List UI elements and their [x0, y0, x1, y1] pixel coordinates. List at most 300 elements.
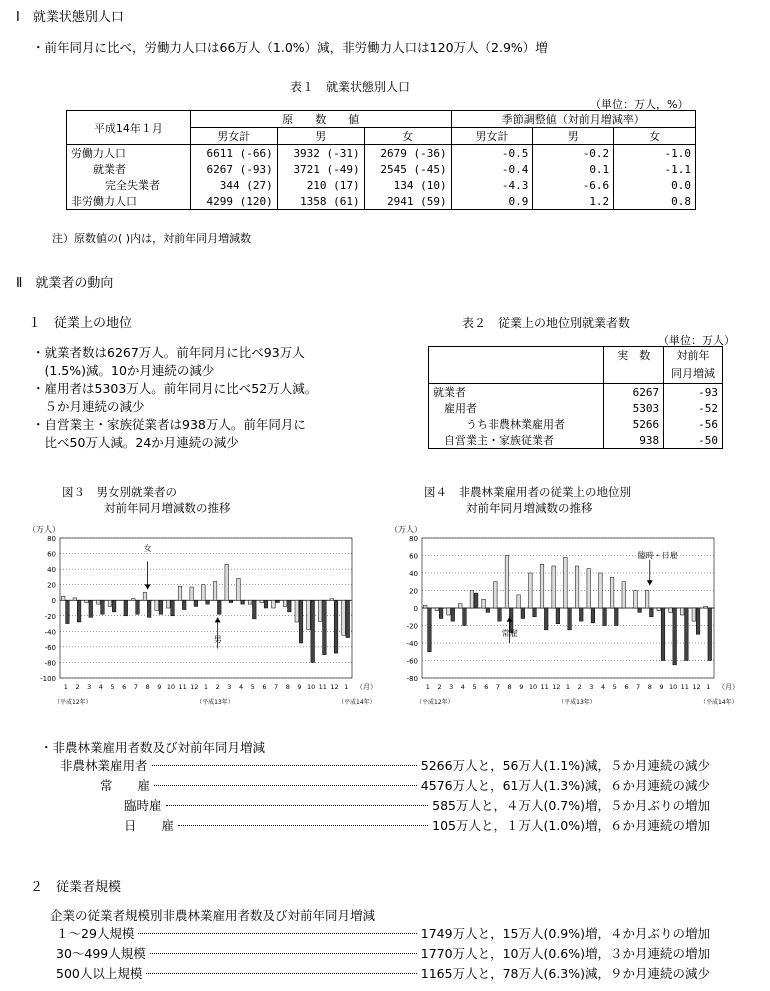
bar-s1 [85, 600, 89, 602]
bar-s1 [564, 557, 568, 608]
era-label: （平成14年） [700, 699, 738, 706]
x-tick-label: 10 [166, 683, 176, 691]
bar-s2 [591, 608, 595, 623]
x-tick-label: 8 [285, 683, 290, 691]
bullet-line: 比べ50万人減。24か月連続の減少 [32, 435, 239, 450]
table1-cell: 1358 (61) [277, 193, 364, 210]
leader-text: 1749万人と，15万人(0.9%)増，４か月ぶりの増加 [420, 926, 710, 941]
leader-row [56, 944, 710, 964]
x-tick-label: 5 [250, 683, 255, 691]
table1-cell: 2941 (59) [364, 193, 451, 210]
annotation-label: 常雇 [501, 629, 518, 638]
x-unit-label: （月） [718, 683, 739, 691]
bar-s1 [505, 556, 509, 609]
size-list [56, 924, 710, 984]
bar-s1 [622, 582, 626, 608]
leader-dots [178, 825, 428, 826]
bar-s2 [136, 600, 140, 614]
x-tick-label: 9 [297, 683, 302, 691]
y-unit-label: （万人） [390, 525, 422, 534]
bar-s1 [435, 608, 439, 611]
x-tick-label: 10 [306, 683, 316, 691]
bar-s1 [131, 599, 135, 601]
table1-col-header: 男 [277, 128, 364, 145]
y-unit-label: （万人） [28, 525, 60, 534]
bar-s2 [334, 600, 338, 653]
table1-cell: 6611 (-66) [190, 145, 277, 162]
x-tick-label: 7 [274, 683, 279, 691]
bar-s2 [147, 600, 151, 617]
x-tick-label: 3 [87, 683, 92, 691]
table1-note: 注）原数値の( )内は，対前年同月増減数 [52, 232, 252, 245]
table1 [66, 110, 696, 210]
summary-bullet: ・前年同月に比べ，労働力人口は66万人（1.0%）減，非労働力人口は120万人（2.9%）増 [32, 40, 548, 55]
leader-dots [146, 973, 416, 974]
table2-row-label: 雇用者 [429, 400, 604, 416]
y-tick-label: -80 [44, 659, 56, 668]
fig3-title-1: 図３ 男女別就業者の [62, 485, 177, 499]
bar-s2 [568, 608, 572, 630]
bar-s1 [599, 573, 603, 608]
y-tick-label: 40 [409, 570, 418, 578]
table1-cell: 344 (27) [190, 177, 277, 193]
bar-s2 [673, 608, 677, 665]
bar-s1 [202, 585, 206, 601]
subsection-status: １ 従業上の地位 [28, 316, 133, 331]
fig4-chart [384, 520, 744, 716]
table1-cell: -0.4 [451, 161, 533, 177]
table2-change: -52 [698, 401, 718, 415]
y-tick-label: 60 [47, 550, 56, 559]
leader-text: 4576万人と，61万人(1.3%)減，６か月連続の減少 [420, 778, 710, 793]
table1-cell: 4299 (120) [190, 193, 277, 210]
bar-s2 [124, 600, 128, 616]
x-tick-label: 3 [227, 683, 232, 691]
x-tick-label: 1 [63, 683, 68, 691]
x-tick-label: 1 [344, 683, 349, 691]
bar-s1 [482, 599, 486, 608]
leader-label: 常 雇 [100, 778, 151, 793]
bar-s2 [708, 608, 712, 661]
bar-s1 [272, 600, 276, 608]
bar-s1 [680, 608, 684, 615]
bar-s1 [575, 566, 579, 608]
bar-s2 [661, 608, 665, 661]
y-tick-label: -40 [44, 628, 56, 637]
bullet-line: ・雇用者は5303万人。前年同月に比べ52万人減。 [32, 381, 318, 396]
bar-s2 [323, 600, 327, 654]
bar-s1 [447, 608, 451, 615]
bar-s2 [451, 608, 455, 621]
leader-dots [154, 785, 417, 786]
bar-s1 [225, 564, 229, 600]
x-tick-label: 2 [577, 683, 582, 691]
x-tick-label: 12 [330, 683, 339, 691]
x-tick-label: 1 [203, 683, 209, 691]
bar-s2 [112, 600, 116, 612]
bar-s1 [73, 598, 77, 600]
employee-list [60, 756, 710, 836]
bar-s2 [544, 608, 548, 630]
annotation-label: 臨時・日雇 [637, 551, 678, 560]
table2-row-label: うち非農林業雇用者 [429, 416, 604, 432]
bar-s1 [190, 587, 194, 600]
y-tick-label: -20 [406, 622, 418, 631]
x-tick-label: 3 [589, 683, 594, 691]
bar-s2 [603, 608, 607, 626]
annotation-label: 女 [143, 544, 152, 553]
table1-cell: 0.8 [614, 193, 696, 210]
table1-cell: 2545 (-45) [364, 161, 451, 177]
bar-s1 [493, 582, 497, 608]
leader-label: 30～499人規模 [56, 946, 146, 961]
size-lead: 企業の従業者規模別非農林業雇用者数及び対前年同月増減 [50, 908, 376, 923]
table2-change: -93 [664, 384, 723, 401]
bar-s2 [299, 600, 303, 643]
table1-cell: 6267 (-93) [190, 161, 277, 177]
bar-s2 [264, 600, 268, 608]
x-tick-label: 5 [110, 683, 115, 691]
table1-col-header: 女 [614, 128, 696, 145]
bar-s1 [610, 577, 614, 608]
table2-row-label: 就業者 [429, 384, 604, 401]
table1-cell: -0.2 [533, 145, 614, 162]
y-tick-label: 20 [47, 581, 56, 590]
era-label: （平成13年） [558, 699, 596, 706]
table1-cell: 2679 (-36) [364, 145, 451, 162]
table1-group-seasonal: 季節調整値（対前月増減率） [451, 111, 695, 128]
bar-s2 [474, 593, 478, 608]
bar-s1 [178, 586, 182, 600]
bullet-line: ・自営業主・家族従業者は938万人。前年同月に [32, 417, 306, 432]
bullet-line: (1.5%)減。10か月連続の減少 [32, 363, 215, 378]
bar-s2 [521, 608, 525, 619]
bar-s1 [108, 600, 112, 606]
table2-change: -56 [698, 417, 718, 431]
x-tick-label: 6 [262, 683, 267, 691]
y-tick-label: -40 [406, 640, 418, 648]
table2-unit: （単位：万人） [658, 334, 735, 347]
x-tick-label: 1 [565, 683, 571, 691]
leader-row [60, 816, 710, 836]
fig3-title-2: 対前年同月増減数の推移 [104, 501, 231, 515]
bar-s2 [194, 600, 198, 606]
bar-s1 [342, 600, 346, 635]
leader-dots [138, 933, 416, 934]
x-tick-label: 8 [507, 683, 512, 691]
x-tick-label: 6 [624, 683, 629, 691]
bar-s1 [669, 608, 673, 612]
table2-value: 938 [604, 432, 664, 449]
x-tick-label: 7 [495, 683, 500, 691]
y-tick-label: 60 [409, 552, 418, 561]
leader-row [60, 756, 710, 776]
table1-col-header: 女 [364, 128, 451, 145]
leader-row [56, 924, 710, 944]
bar-s1 [96, 600, 100, 604]
era-label: （平成14年） [338, 699, 376, 706]
bullet-line: ・就業者数は6267万人。前年同月に比べ93万人 [32, 345, 305, 360]
bar-s1 [248, 600, 252, 604]
x-tick-label: 7 [133, 683, 138, 691]
table2-row [429, 384, 723, 401]
bar-s2 [241, 600, 245, 604]
bar-s2 [579, 608, 583, 621]
bar-s2 [252, 600, 256, 619]
x-tick-label: 9 [157, 683, 162, 691]
x-tick-label: 2 [215, 683, 220, 691]
x-unit-label: （月） [356, 683, 377, 691]
section-heading-2: Ⅱ 就業者の動向 [16, 276, 114, 291]
x-tick-label: 2 [437, 683, 442, 691]
bar-s2 [685, 608, 689, 661]
table2-title: 表２ 従業上の地位別就業者数 [462, 316, 631, 330]
bar-s1 [657, 608, 661, 611]
bar-s1 [552, 566, 556, 608]
bar-s1 [634, 591, 638, 609]
era-label: （平成13年） [196, 699, 234, 706]
bar-s2 [556, 608, 560, 624]
x-tick-label: 4 [600, 683, 606, 691]
bar-s2 [498, 608, 502, 621]
leader-text: 585万人と，４万人(0.7%)増，５か月ぶりの増加 [432, 798, 710, 813]
bar-s2 [439, 608, 443, 619]
x-tick-label: 10 [668, 683, 678, 691]
table2-head-count: 実 数 [604, 347, 664, 364]
arrow-head [145, 584, 151, 589]
bar-s2 [229, 600, 233, 602]
y-tick-label: -80 [406, 675, 418, 683]
table1-row [67, 193, 696, 210]
bar-s1 [283, 600, 287, 606]
bar-s2 [182, 600, 186, 609]
y-tick-label: -20 [44, 612, 56, 621]
table1-row [67, 177, 696, 193]
bar-s1 [167, 600, 171, 608]
section-heading-1: Ⅰ 就業状態別人口 [16, 10, 124, 25]
table1-corner: 平成14年１月 [67, 111, 191, 145]
bar-s2 [171, 600, 175, 616]
bar-s1 [517, 595, 521, 608]
table1-cell: 0.9 [451, 193, 533, 210]
x-tick-label: 7 [636, 683, 641, 691]
subsection-size: ２ 従業者規模 [30, 880, 122, 895]
leader-text: 5266万人と，56万人(1.1%)減，５か月連続の減少 [420, 758, 710, 773]
table1-cell: 3932 (-31) [277, 145, 364, 162]
leader-label: 500人以上規模 [56, 966, 143, 981]
table1-cell: 0.1 [533, 161, 614, 177]
leader-row [60, 796, 710, 816]
x-tick-label: 2 [75, 683, 80, 691]
bar-s1 [237, 578, 241, 600]
leader-dots [150, 953, 417, 954]
table2-head-change-a: 対前年 [676, 349, 710, 362]
bar-s1 [645, 591, 649, 609]
table1-row-label: 完全失業者 [67, 177, 191, 193]
table1-group-raw: 原 数 値 [190, 111, 451, 128]
leader-label: 日 雇 [124, 818, 175, 833]
bar-s2 [77, 600, 81, 622]
table1-cell: 134 (10) [364, 177, 451, 193]
bar-s1 [704, 606, 708, 608]
era-label: （平成12年） [416, 699, 454, 706]
bar-s2 [206, 600, 210, 604]
bar-s2 [101, 600, 105, 614]
table1-row-label: 非労働力人口 [67, 193, 191, 210]
bar-s1 [143, 592, 147, 600]
bar-s1 [307, 600, 311, 630]
x-tick-label: 4 [98, 683, 103, 691]
leader-text: 105万人と，１万人(1.0%)増，６か月連続の増加 [432, 818, 710, 833]
bar-s2 [696, 608, 700, 634]
bar-s2 [486, 608, 490, 612]
x-tick-label: 10 [528, 683, 538, 691]
bar-s2 [533, 608, 537, 617]
leader-row [60, 776, 710, 796]
fig4-title-1: 図４ 非農林業雇用者の従業上の地位別 [424, 485, 631, 499]
bar-s2 [650, 608, 654, 617]
y-tick-label: 0 [51, 597, 56, 606]
table1-cell: 1.2 [533, 193, 614, 210]
bar-s1 [458, 604, 462, 608]
bar-s1 [330, 599, 334, 601]
x-tick-label: 9 [519, 683, 524, 691]
table1-cell: -0.5 [451, 145, 533, 162]
y-tick-label: 80 [409, 535, 418, 543]
table1-col-header: 男女計 [451, 128, 533, 145]
x-tick-label: 12 [190, 683, 199, 691]
bar-s1 [318, 600, 322, 621]
bar-s2 [159, 600, 163, 614]
table1-cell: 3721 (-49) [277, 161, 364, 177]
table1-cell: 210 (17) [277, 177, 364, 193]
y-tick-label: 0 [413, 605, 418, 613]
table2-row [429, 432, 723, 449]
table2-row [429, 400, 723, 416]
bar-s2 [276, 600, 280, 602]
bar-s1 [529, 573, 533, 608]
table1-row-label: 労働力人口 [67, 145, 191, 162]
bar-s1 [470, 591, 474, 609]
x-tick-label: 5 [612, 683, 617, 691]
table1-title: 表１ 就業状態別人口 [290, 80, 411, 94]
table1-cell: -4.3 [451, 177, 533, 193]
bar-s1 [155, 600, 159, 610]
y-tick-label: -60 [44, 643, 56, 652]
table2-row [429, 416, 723, 432]
bar-s2 [66, 600, 70, 623]
arrow-head [215, 617, 221, 622]
x-tick-label: 3 [449, 683, 454, 691]
x-tick-label: 11 [318, 683, 327, 691]
x-tick-label: 8 [647, 683, 652, 691]
leader-label: 臨時雇 [124, 798, 162, 813]
bar-s1 [213, 582, 217, 601]
x-tick-label: 11 [178, 683, 187, 691]
bar-s1 [423, 605, 427, 608]
bar-s2 [463, 608, 467, 626]
table1-cell: -1.1 [614, 161, 696, 177]
x-tick-label: 11 [680, 683, 689, 691]
x-tick-label: 5 [472, 683, 477, 691]
table2 [428, 346, 723, 449]
bar-s2 [346, 600, 350, 637]
bar-s2 [428, 608, 432, 652]
table1-row [67, 145, 696, 162]
table1-cell: -6.6 [533, 177, 614, 193]
table1-col-header: 男 [533, 128, 614, 145]
arrow-head [647, 580, 653, 585]
table1-cell: -1.0 [614, 145, 696, 162]
leader-label: １～29人規模 [56, 926, 135, 941]
x-tick-label: 12 [552, 683, 561, 691]
employee-list-heading: ・非農林業雇用者数及び対前年同月増減 [40, 740, 266, 755]
fig4-title-2: 対前年同月増減数の推移 [466, 501, 593, 515]
bar-s2 [638, 608, 642, 612]
annotation-label: 男 [213, 635, 222, 644]
x-tick-label: 9 [659, 683, 664, 691]
bar-s2 [311, 600, 315, 662]
table2-value: 5266 [604, 416, 664, 432]
leader-text: 1770万人と，10万人(0.6%)増，３か月連続の増加 [420, 946, 710, 961]
bar-s1 [540, 564, 544, 608]
bar-s1 [587, 569, 591, 608]
x-tick-label: 6 [484, 683, 489, 691]
era-label: （平成12年） [54, 699, 92, 706]
x-tick-label: 11 [540, 683, 549, 691]
bar-s2 [217, 600, 221, 614]
table2-head-change-b: 同月増減 [671, 367, 716, 380]
y-tick-label: 20 [409, 587, 418, 596]
x-tick-label: 12 [692, 683, 701, 691]
leader-dots [152, 765, 417, 766]
table2-value: 5303 [604, 400, 664, 416]
y-tick-label: 40 [47, 566, 56, 575]
table1-row [67, 161, 696, 177]
bar-s2 [614, 608, 618, 626]
bar-s2 [288, 600, 292, 612]
table1-cell: 0.0 [614, 177, 696, 193]
y-tick-label: 80 [47, 535, 56, 543]
y-tick-label: -100 [40, 675, 56, 683]
leader-text: 1165万人と，78万人(6.3%)減，９か月連続の減少 [420, 966, 710, 981]
bar-s1 [295, 600, 299, 622]
table2-row-label: 自営業主・家族従業者 [429, 432, 604, 449]
leader-label: 非農林業雇用者 [60, 758, 148, 773]
table1-col-header: 男女計 [190, 128, 277, 145]
x-tick-label: 6 [122, 683, 127, 691]
x-tick-label: 1 [425, 683, 430, 691]
table2-value: 6267 [604, 384, 664, 401]
bullet-line: ５か月連続の減少 [32, 399, 145, 414]
fig3-chart [22, 520, 382, 716]
table1-row-label: 就業者 [67, 161, 191, 177]
x-tick-label: 4 [460, 683, 465, 691]
bar-s2 [89, 600, 93, 617]
bar-s1 [61, 596, 65, 600]
x-tick-label: 4 [238, 683, 244, 691]
status-bullets [32, 344, 317, 452]
leader-row [56, 964, 710, 984]
bar-s1 [692, 608, 696, 621]
leader-dots [166, 805, 429, 806]
x-tick-label: 8 [145, 683, 150, 691]
x-tick-label: 1 [706, 683, 711, 691]
y-tick-label: -60 [406, 657, 418, 666]
bar-s1 [260, 600, 264, 602]
table1-unit: （単位：万人，%） [590, 98, 689, 111]
table2-change: -50 [698, 433, 718, 447]
